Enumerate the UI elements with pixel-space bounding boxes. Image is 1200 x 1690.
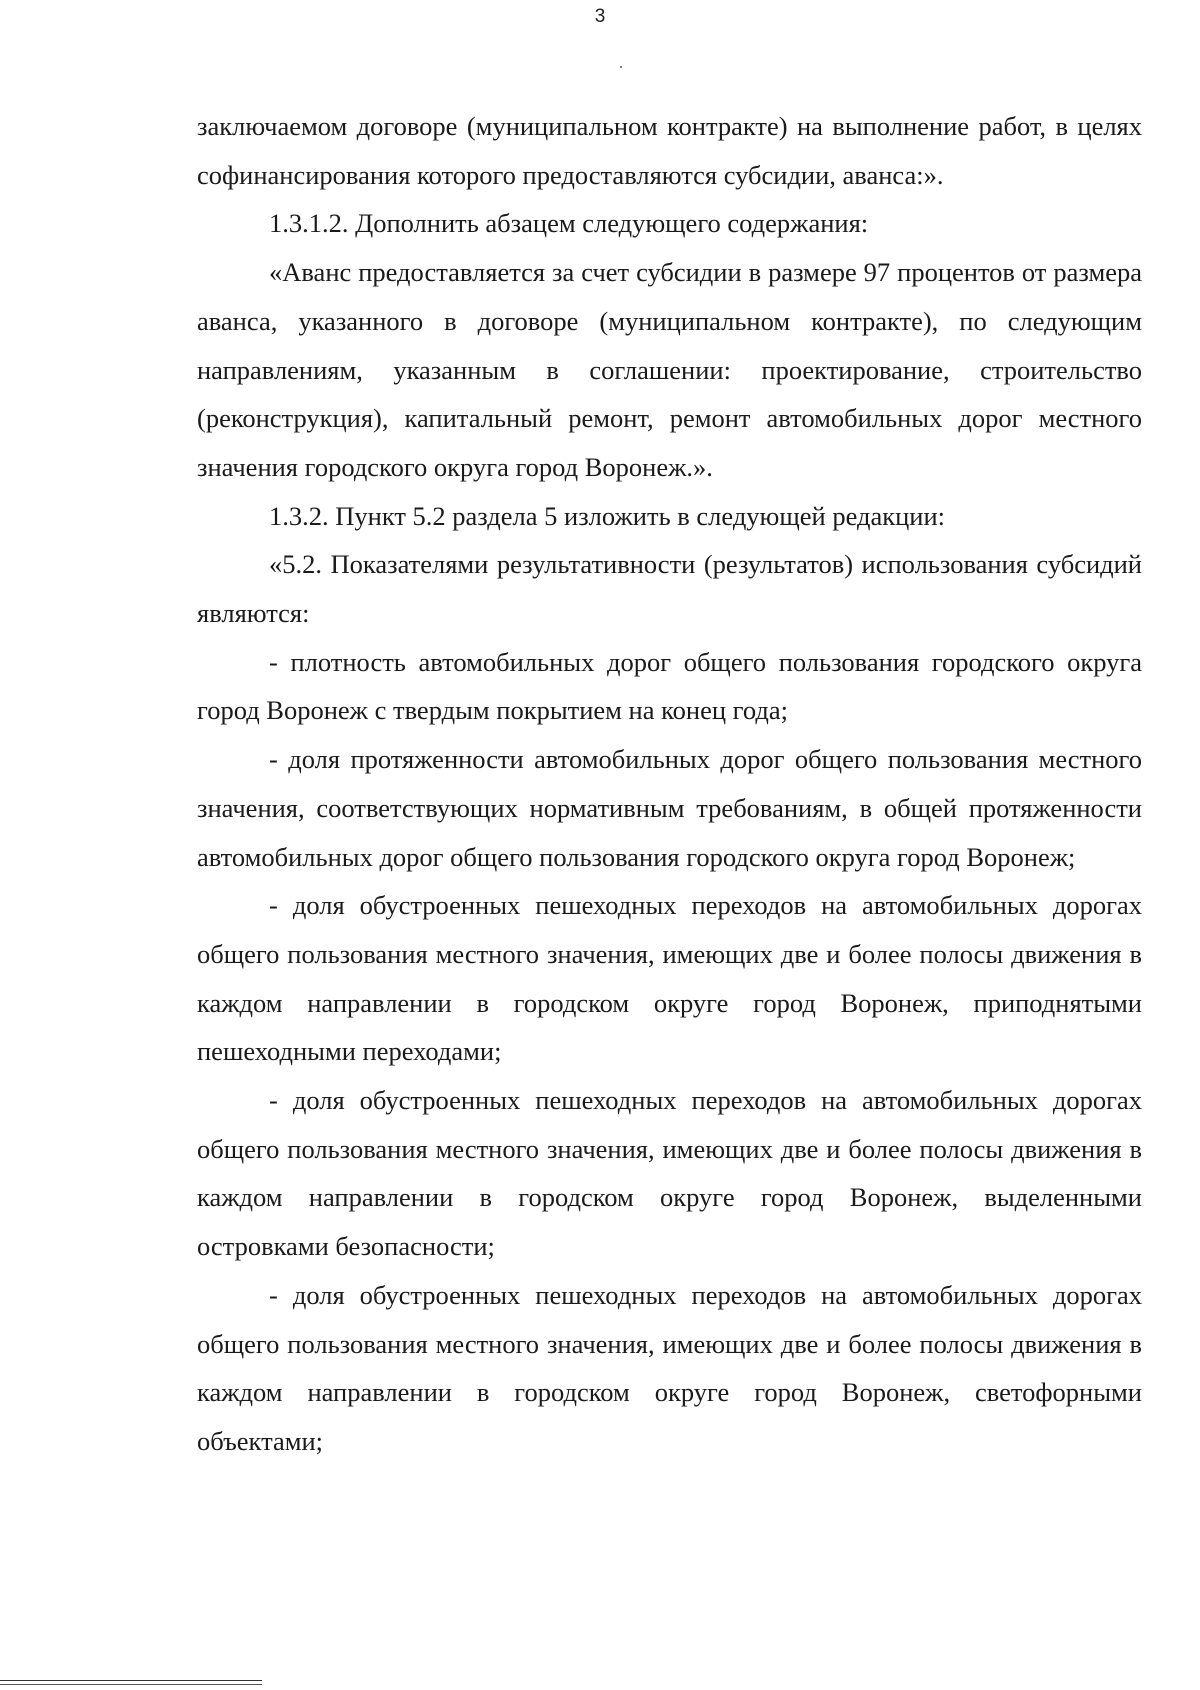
footer-rule	[0, 1680, 262, 1681]
paragraph-9: - доля обустроенных пешеходных переходов на автомобильных дорогах общего пользования местного значения, имеющих две и более полосы движения в каждом направлении в городском округе город Воронеж, выделенными островками безопасности;	[197, 1085, 1142, 1262]
paragraph-5: «5.2. Показателями результативности (результатов) использования субсидий являются:	[197, 549, 1142, 629]
paragraph-8: - доля обустроенных пешеходных переходов на автомобильных дорогах общего пользования местного значения, имеющих две и более полосы движения в каждом направлении в городском округе город Воронеж, приподнятыми пешеходными переходами;	[197, 890, 1142, 1067]
document-body	[197, 102, 1142, 1466]
paragraph-10: - доля обустроенных пешеходных переходов на автомобильных дорогах общего пользования местного значения, имеющих две и более полосы движения в каждом направлении в городском округе город Воронеж, светофорными объектами;	[197, 1279, 1142, 1456]
paragraph-6: - плотность автомобильных дорог общего пользования городского округа город Воронеж с твердым покрытием на конец года;	[197, 646, 1142, 726]
paragraph-7: - доля протяженности автомобильных дорог общего пользования местного значения, соответствующих нормативным требованиям, в общей протяженности автомобильных дорог общего пользования городского округа город Воронеж;	[197, 744, 1142, 872]
page-number: 3	[594, 6, 606, 27]
paragraph-1: заключаемом договоре (муниципальном контракте) на выполнение работ, в целях софинансирования которого предоставляются субсидии, аванса:».	[197, 111, 1142, 190]
scan-speck	[620, 66, 622, 68]
paragraph-2: 1.3.1.2. Дополнить абзацем следующего содержания:	[269, 208, 869, 239]
footer-rule-secondary	[0, 1684, 262, 1685]
paragraph-4: 1.3.2. Пункт 5.2 раздела 5 изложить в следующей редакции:	[269, 500, 946, 531]
paragraph-3: «Аванс предоставляется за счет субсидии в размере 97 процентов от размера аванса, указанного в договоре (муниципальном контракте), по следующим направлениям, указанным в соглашении: проектирование, строительство (реконструкция), капитальный ремонт, ремонт автомобильных дорог местного значения городского округа город Воронеж.».	[197, 257, 1142, 482]
